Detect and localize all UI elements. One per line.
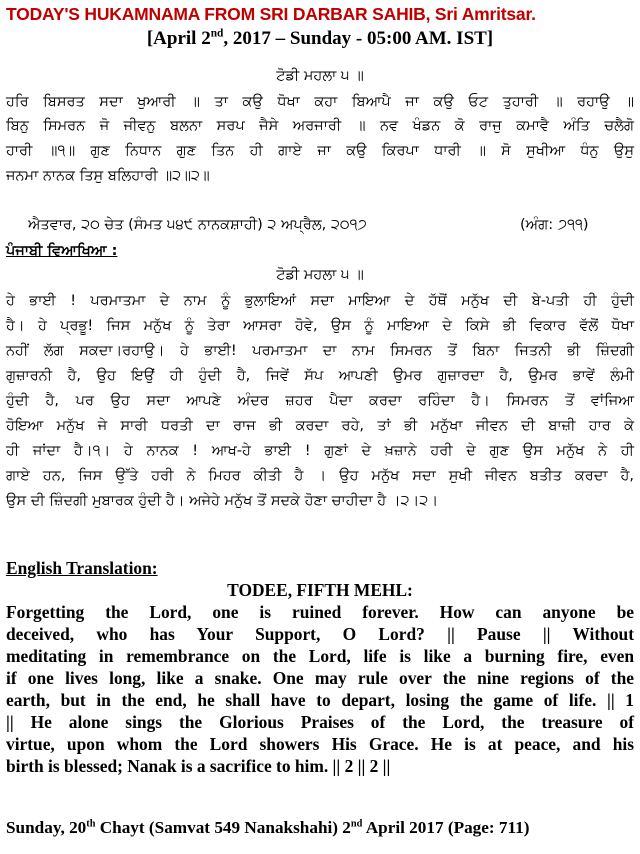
english-line: deceived, who has Your Support, O Lord? || Pause || Without <box>6 624 634 644</box>
punjabi-heading: ਪੰਜਾਬੀ ਵਿਆਖਿਆ : <box>6 243 118 259</box>
punjabi-line: ਗਾਏ ਹਨ, ਜਿਸ ਉੱਤੇ ਹਰੀ ਨੇ ਮਿਹਰ ਕੀਤੀ ਹੈ । ਉਹ ਮਨੁੱਖ ਸਦਾ ਸੁਖੀ ਜੀਵਨ ਬਤੀਤ ਕਰਦਾ ਹੈ, <box>6 468 634 484</box>
punjabi-raag: ਟੋਡੀ ਮਹਲਾ ੫ ॥ <box>276 267 364 283</box>
english-line: if one lives long, like a snake. One may rule over the nine regions of the <box>6 668 634 688</box>
english-line: || He alone sings the Glorious Praises of the Lord, the treasure of <box>6 712 634 732</box>
shabad-raag: ਟੋਡੀ ਮਹਲਾ ੫ ॥ <box>276 68 364 84</box>
english-line: birth is blessed; Nanak is a sacrifice to him. || 2 || 2 || <box>6 756 391 776</box>
header-date-part: [April 2 <box>146 28 211 49</box>
english-line: virtue, upon whom the Lord showers His Grace. He is at peace, and his <box>6 734 634 754</box>
shabad-line: ਹਰਿ ਬਿਸਰਤ ਸਦਾ ਖੁਆਰੀ ॥ ਤਾ ਕਉ ਧੋਖਾ ਕਹਾ ਬਿਆਪੈ ਜਾ ਕਉ ਓਟ ਤੁਹਾਰੀ ॥ ਰਹਾਉ ॥ <box>6 94 634 110</box>
shabad-date-line: ਐਤਵਾਰ, ੨੦ ਚੇਤ (ਸੰਮਤ ੫੪੯ ਨਾਨਕਸ਼ਾਹੀ) ੨ ਅਪ੍ਰੈਲ, ੨੦੧੭ <box>28 217 367 233</box>
footer-suffix: nd <box>350 818 363 830</box>
english-line: meditating in remembrance on the Lord, life is like a burning fire, even <box>6 646 634 666</box>
footer-part: Sunday, 20 <box>6 818 87 837</box>
english-raag: TODEE, FIFTH MEHL: <box>227 580 413 600</box>
english-heading: English Translation: <box>6 558 158 578</box>
footer-suffix: th <box>86 818 96 830</box>
footer-part: Chayt (Samvat 549 Nanakshahi) 2 <box>95 818 351 837</box>
punjabi-line: ਗੁਜ਼ਾਰਨੀ ਹੈ, ਉਹ ਇਉਂ ਹੀ ਹੁੰਦੀ ਹੈ, ਜਿਵੇਂ ਸੱਪ ਆਪਣੀ ਉਮਰ ਗੁਜ਼ਾਰਦਾ ਹੈ, ਉਮਰ ਭਾਵੇਂ ਲੰਮੀ <box>6 368 634 384</box>
shabad-ang: (ਅੰਗ: ੭੧੧) <box>520 217 589 233</box>
shabad-line: ਬਿਨੁ ਸਿਮਰਨ ਜੋ ਜੀਵਨੁ ਬਲਨਾ ਸਰਪ ਜੈਸੇ ਅਰਜਾਰੀ ॥ ਨਵ ਖੰਡਨ ਕੋ ਰਾਜੁ ਕਮਾਵੈ ਅੰਤਿ ਚਲੈਗੋ <box>6 118 634 134</box>
shabad-line: ਹਾਰੀ ॥੧॥ ਗੁਣ ਨਿਧਾਨ ਗੁਣ ਤਿਨ ਹੀ ਗਾਏ ਜਾ ਕਉ ਕਿਰਪਾ ਧਾਰੀ ॥ ਸੋ ਸੁਖੀਆ ਧੰਨੁ ਉਸੁ <box>6 143 634 159</box>
punjabi-line: ਹੋਇਆ ਮਨੁੱਖ ਜੇ ਸਾਰੀ ਧਰਤੀ ਦਾ ਰਾਜ ਭੀ ਕਰਦਾ ਰਹੇ, ਤਾਂ ਭੀ ਮਨੁੱਖਾ ਜੀਵਨ ਦੀ ਬਾਜ਼ੀ ਹਾਰ ਕੇ <box>6 418 634 434</box>
punjabi-line: ਹੁੰਦੀ ਹੈ, ਪਰ ਉਹ ਸਦਾ ਆਪਣੇ ਅੰਦਰ ਜ਼ਹਰ ਪੈਦਾ ਕਰਦਾ ਰਹਿੰਦਾ ਹੈ। ਸਿਮਰਨ ਤੋਂ ਵਾਂਜਿਆ <box>6 393 634 409</box>
english-footer-date <box>6 818 634 838</box>
header-date-suffix: nd <box>210 27 224 40</box>
punjabi-line: ਹੈ। ਹੇ ਪ੍ਰਭੂ! ਜਿਸ ਮਨੁੱਖ ਨੂੰ ਤੇਰਾ ਆਸਰਾ ਹੋਵੇ, ਉਸ ਨੂੰ ਮਾਇਆ ਦੇ ਕਿਸੇ ਭੀ ਵਿਕਾਰ ਵੱਲੋਂ ਧੋਖਾ <box>6 318 634 334</box>
punjabi-line: ਉਸ ਦੀ ਜ਼ਿੰਦਗੀ ਮੁਬਾਰਕ ਹੁੰਦੀ ਹੈ। ਅਜੇਹੇ ਮਨੁੱਖ ਤੋਂ ਸਦਕੇ ਹੋਣਾ ਚਾਹੀਦਾ ਹੈ ।੨।੨। <box>6 493 439 509</box>
header-date <box>0 28 640 50</box>
header-date-part: , 2017 – Sunday - 05:00 AM. IST] <box>223 28 494 49</box>
shabad-line: ਜਨਮਾ ਨਾਨਕ ਤਿਸੁ ਬਲਿਹਾਰੀ ॥੨॥੨॥ <box>6 168 210 184</box>
punjabi-line: ਨਹੀਂ ਲੱਗ ਸਕਦਾ।ਰਹਾਉ। ਹੇ ਭਾਈ! ਪਰਮਾਤਮਾ ਦਾ ਨਾਮ ਸਿਮਰਨ ਤੋਂ ਬਿਨਾ ਜਿਤਨੀ ਭੀ ਜ਼ਿੰਦਗੀ <box>6 343 634 359</box>
english-line: earth, but in the end, he shall have to depart, losing the game of life. || 1 <box>6 690 634 710</box>
english-line: Forgetting the Lord, one is ruined forever. How can anyone be <box>6 602 634 622</box>
footer-part: April 2017 (Page: 711) <box>362 818 530 837</box>
punjabi-line: ਹੀ ਜਾਂਦਾ ਹੈ।੧। ਹੇ ਨਾਨਕ ! ਆਖ-ਹੇ ਭਾਈ ! ਗੁਣਾਂ ਦੇ ਖ਼ਜ਼ਾਨੇ ਹਰੀ ਦੇ ਗੁਣ ਉਸ ਮਨੁੱਖ ਨੇ ਹੀ <box>6 443 634 459</box>
page-title: TODAY'S HUKAMNAMA FROM SRI DARBAR SAHIB, Sri Amritsar. <box>6 4 536 24</box>
punjabi-line: ਹੇ ਭਾਈ ! ਪਰਮਾਤਮਾ ਦੇ ਨਾਮ ਨੂੰ ਭੁਲਾਇਆਂ ਸਦਾ ਮਾਇਆ ਦੇ ਹੱਥੋਂ ਮਨੁੱਖ ਦੀ ਬੇ-ਪਤੀ ਹੀ ਹੁੰਦੀ <box>6 293 634 309</box>
